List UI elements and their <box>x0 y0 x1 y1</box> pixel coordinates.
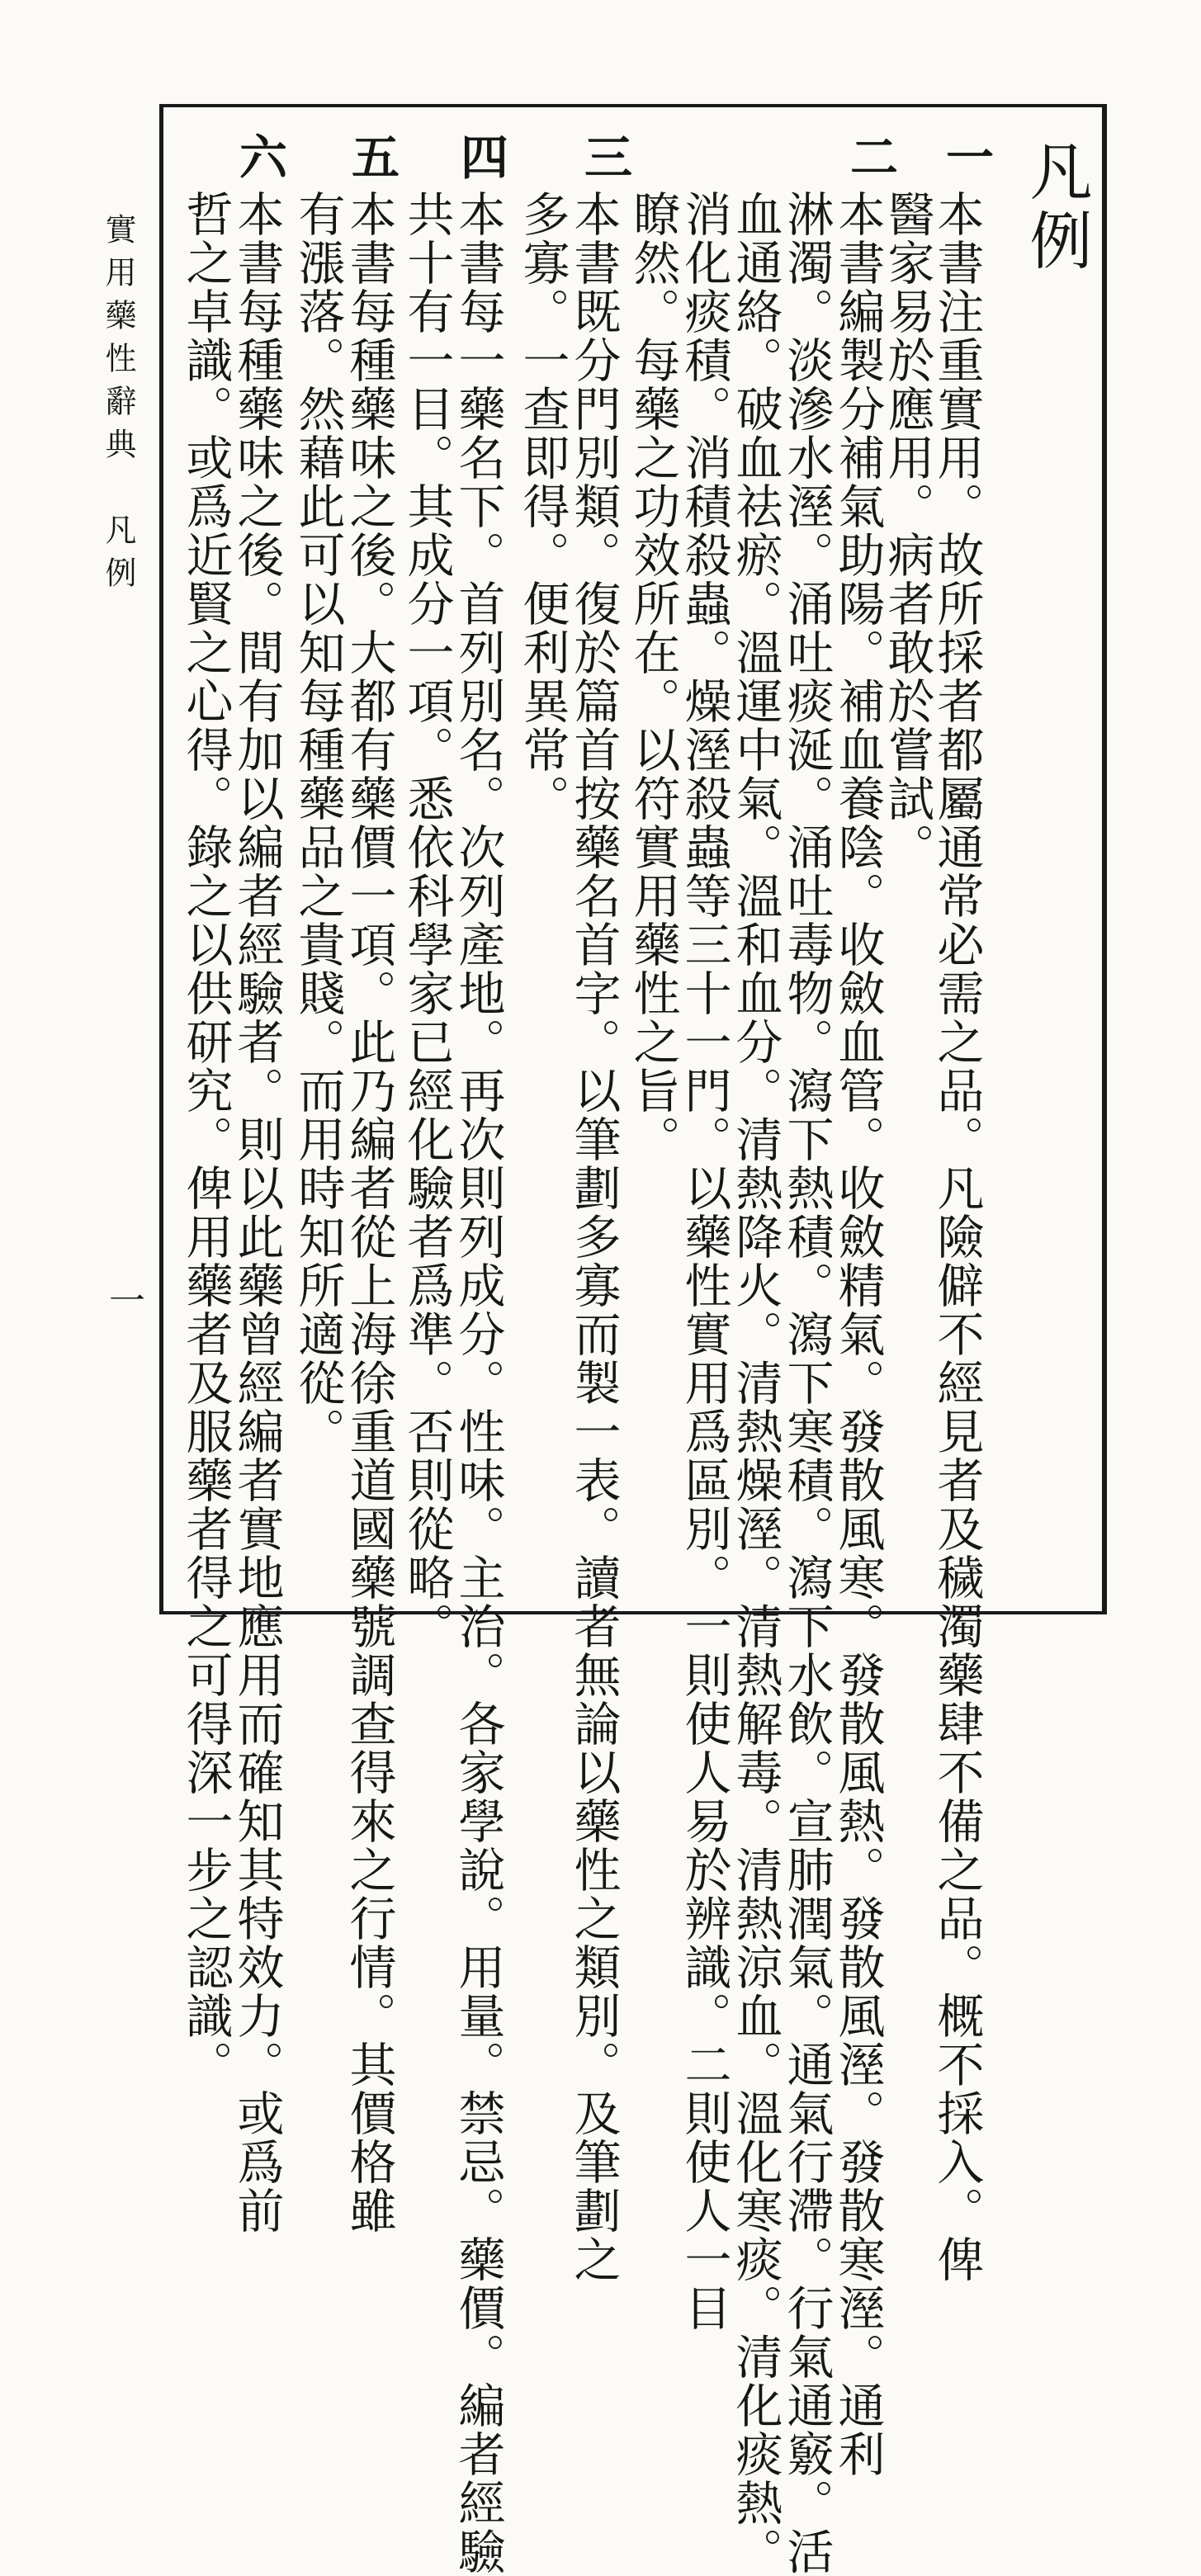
text-column: 本書編製分補氣助陽。補血養陰。收斂血管。收斂精氣。發散風寒。發散風熱。發散風溼。發散寒溼。通利 <box>830 190 885 2479</box>
item-number: 六 <box>231 132 287 180</box>
running-header: 實用藥性辭典 凡例 <box>100 213 136 599</box>
page-title: 凡例 <box>1019 139 1093 277</box>
text-column: 本書每種藥味之後。間有加以編者經驗者。則以此藥曾經編者實地應用而確知其特效力。或爲前 <box>229 190 284 2235</box>
item-number: 三 <box>576 132 632 180</box>
item-number: 四 <box>452 132 508 180</box>
text-column: 本書注重實用。故所採者都屬通常必需之品。凡險僻不經見者及穢濁藥肆不備之品。概不採入。俾 <box>929 190 984 2284</box>
text-column: 本書既分門別類。復於篇首按藥名首字。以筆劃多寡而製一表。讀者無論以藥性之類別。及筆劃之 <box>566 190 621 2284</box>
text-column: 共十有一目。其成分一項。悉依科學家已經化驗者爲準。否則從略。 <box>400 190 454 1651</box>
text-column: 有漲落。然藉此可以知每種藥品之貴賤。而用時知所適從。 <box>291 190 345 1456</box>
text-column: 哲之卓識。或爲近賢之心得。錄之以供研究。俾用藥者及服藥者得之可得深一步之認識。 <box>178 190 233 2089</box>
text-column: 醫家易於應用。病者敢於嘗試。 <box>880 190 934 872</box>
item-number: 二 <box>842 132 898 180</box>
text-column: 淋濁。淡滲水溼。涌吐痰涎。涌吐毒物。瀉下熱積。瀉下寒積。瀉下水飲。宣肺潤氣。通氣行滯。行氣通竅。活 <box>779 190 834 2576</box>
text-column: 本書每種藥味之後。大都有藥價一項。此乃編者從上海徐重道國藥號調查得來之行情。其價格雖 <box>342 190 396 2235</box>
item-number: 五 <box>343 132 400 180</box>
text-column: 血通絡。破血祛瘀。溫運中氣。溫和血分。清熱降火。清熱燥溼。清熱解毒。清熱涼血。溫化寒痰。清化痰熱。 <box>728 190 783 2576</box>
item-number: 一 <box>938 132 994 180</box>
text-column: 本書每一藥名下。首列別名。次列產地。再次則列成分。性味。主治。各家學說。用量。禁忌。藥價。編者經驗 <box>451 190 505 2576</box>
text-column: 消化痰積。消積殺蟲。燥溼殺蟲等三十一門。以藥性實用爲區別。一則使人易於辨識。二則使人一目 <box>677 190 731 2333</box>
page-number: 一 <box>109 1280 145 1322</box>
text-column: 多寡。一查即得。便利異常。 <box>515 190 570 823</box>
text-column: 瞭然。每藥之功效所在。以符實用藥性之旨。 <box>626 190 680 1164</box>
